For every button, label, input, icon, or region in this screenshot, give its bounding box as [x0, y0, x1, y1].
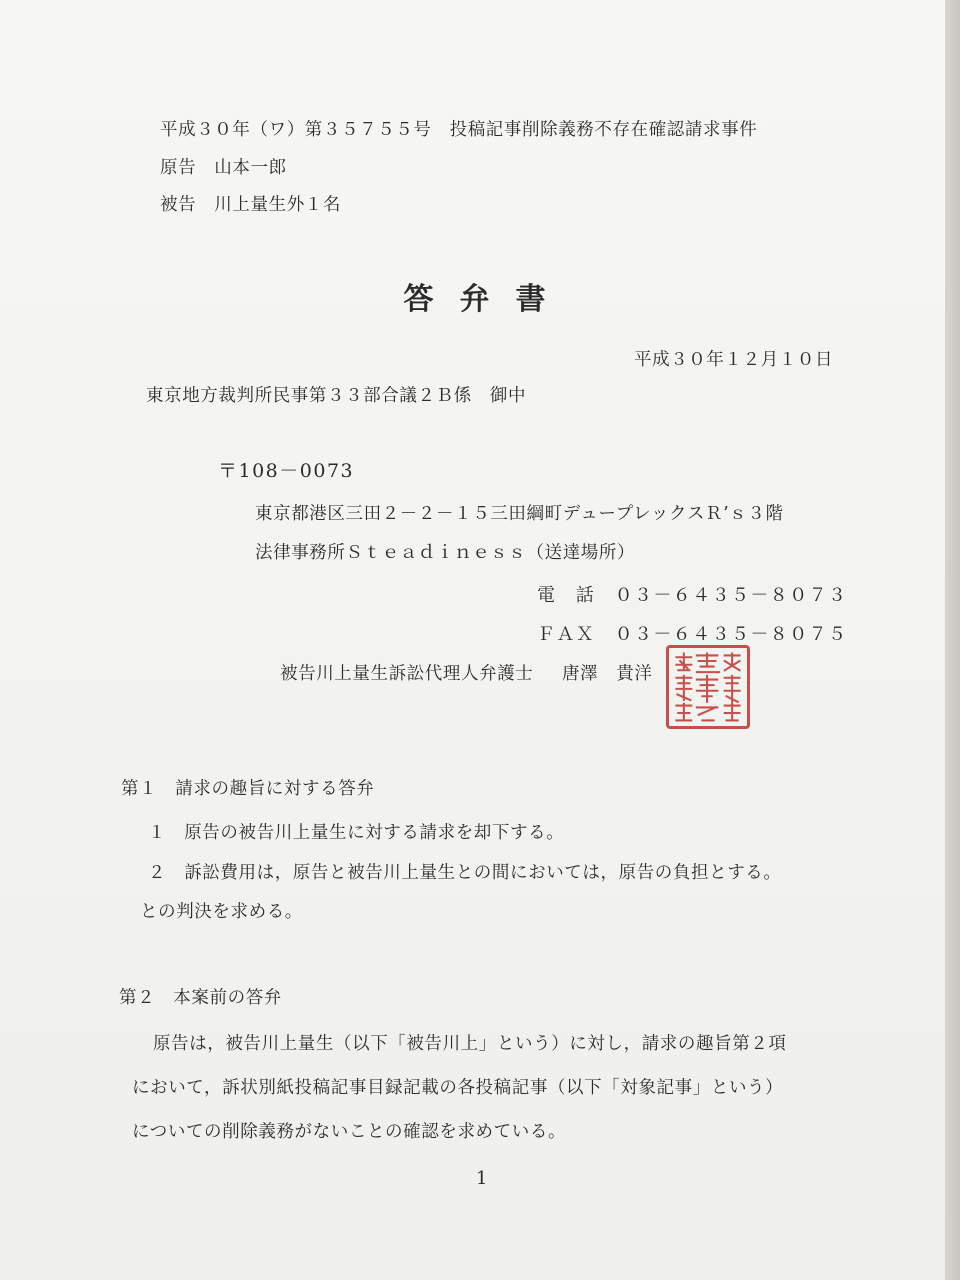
section-1-closing: との判決を求める。 [140, 902, 303, 922]
section-1-item-2: ２ 訴訟費用は，原告と被告川上量生との間においては，原告の負担とする。 [148, 863, 782, 883]
attorney-role: 被告川上量生訴訟代理人弁護士 [280, 664, 534, 684]
fax: ＦＡＸ ０３－６４３５－８０７５ [537, 624, 848, 645]
defendant-line: 被告 川上量生外１名 [160, 195, 341, 215]
plaintiff-line: 原告 山本一郎 [160, 158, 287, 178]
document-date: 平成３０年１２月１０日 [634, 350, 834, 370]
document-title: 答弁書 [403, 282, 572, 317]
section-1-item-1: １ 原告の被告川上量生に対する請求を却下する。 [148, 823, 565, 843]
attorney-name: 唐澤 貴洋 [562, 664, 653, 684]
attorney-seal-stamp [666, 645, 750, 729]
postal-code: 〒108－0073 [218, 460, 355, 482]
court-addressee: 東京地方裁判所民事第３３部合議２Ｂ係 御中 [146, 386, 527, 406]
section-2-heading: 第２ 本案前の答弁 [119, 988, 282, 1008]
section-2-paragraph-line-3: についての削除義務がないことの確認を求めている。 [132, 1122, 567, 1142]
case-number: 平成３０年（ワ）第３５７５５号 投稿記事削除義務不存在確認請求事件 [160, 120, 758, 140]
sender-address: 東京都港区三田２－２－１５三田綱町デュープレックスＲ’ｓ３階 [255, 504, 784, 524]
section-2-paragraph-line-1: 原告は，被告川上量生（以下「被告川上」という）に対し，請求の趣旨第２項 [153, 1034, 787, 1054]
telephone: 電 話 ０３－６４３５－８０７３ [537, 585, 848, 606]
seal-graphic [669, 648, 747, 726]
law-firm-name: 法律事務所Ｓｔｅａｄｉｎｅｓｓ（送達場所） [255, 543, 636, 563]
paper-edge-shadow [945, 0, 960, 1280]
section-2-paragraph-line-2: において，訴状別紙投稿記事目録記載の各投稿記事（以下「対象記事」という） [132, 1078, 784, 1098]
section-1-heading: 第１ 請求の趣旨に対する答弁 [121, 779, 375, 799]
page-number: 1 [476, 1168, 488, 1189]
